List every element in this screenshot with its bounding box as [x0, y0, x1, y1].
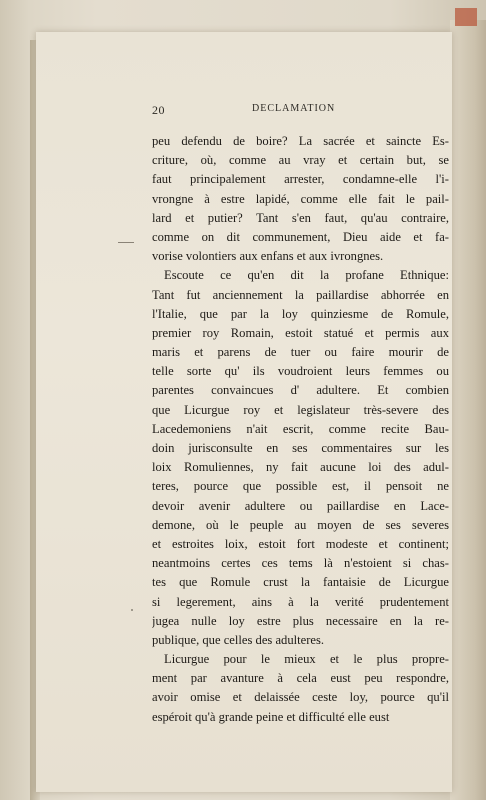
- body-text: [152, 132, 449, 727]
- text-line: comme on dit communement, Dieu aide et fa-: [152, 229, 449, 244]
- margin-dot: [131, 609, 133, 611]
- page-number: 20: [152, 103, 165, 117]
- text-line: si legerement, ains à la verité prudentement: [152, 594, 449, 609]
- text-line: premier roy Romain, estoit statué et permis aux: [152, 325, 449, 340]
- page-header: [152, 103, 447, 119]
- text-line: lard et putier? Tant s'en faut, qu'au contraire,: [152, 210, 449, 225]
- text-line: tes que Romule crust la fantaisie de Licurgue: [152, 575, 449, 590]
- text-line: vorise volontiers aux enfans et aux ivrongnes.: [152, 249, 384, 264]
- text-line: demone, où le peuple au moyen de ses severes: [152, 517, 449, 532]
- text-line: doin jurisconsulte en ses commentaires sur les: [152, 441, 449, 455]
- text-line: Licurgue pour le mieux et le plus propre-: [164, 652, 449, 667]
- text-line: ment par avanture à cela eust peu respondre,: [152, 671, 449, 686]
- text-line: maris et parens de tuer ou faire mourir de: [152, 345, 449, 360]
- text-line: teres, pource que possible est, il pensoit ne: [152, 479, 449, 494]
- text-line: faut principalement arrester, condamne-elle l'i-: [152, 172, 449, 187]
- text-line: neantmoins certes ces tems là n'estoient si chas-: [152, 556, 449, 571]
- text-line: Tant fut anciennement la paillardise abhorrée en: [152, 287, 449, 302]
- text-line: espéroit qu'à grande peine et difficulté elle eust: [152, 709, 390, 724]
- text-line: devoir avenir adultere ou paillardise en Lace-: [152, 498, 449, 513]
- text-line: publique, que celles des adulteres.: [152, 632, 325, 647]
- page-edge-right: [450, 20, 486, 800]
- text-line: criture, où, comme au vray et certain but, se: [152, 153, 449, 168]
- text-line: peu defendu de boire? La sacrée et saincte Es-: [152, 134, 449, 148]
- text-line: Escoute ce qu'en dit la profane Ethnique:: [164, 268, 449, 283]
- text-line: jugea nulle loy estre plus necessaire en la re-: [152, 613, 449, 628]
- text-line: vrongne à estre lapidé, comme elle fait le pail-: [152, 191, 449, 206]
- text-line: Lacedemoniens n'ait escrit, comme recite Bau-: [152, 421, 449, 436]
- margin-mark: [118, 242, 134, 243]
- text-line: l'Italie, que par la loy quinziesme de Romule,: [152, 306, 449, 321]
- text-line: parentes convaincues d' adultere. Et combien: [152, 383, 449, 398]
- text-line: telle sorte qu' ils voudroient leurs femmes ou: [152, 364, 449, 379]
- running-title: DECLAMATION: [252, 103, 336, 114]
- text-line: avoir omise et delaissée ceste loy, pource qu'il: [152, 690, 449, 705]
- red-tab-marker: [455, 8, 477, 26]
- text-line: loix Romuliennes, ny fait aucune loi des adul-: [152, 460, 449, 475]
- text-line: que Licurgue roy et legislateur très-severe des: [152, 402, 449, 417]
- text-line: et estroites loix, estoit fort modeste et continent;: [152, 536, 449, 551]
